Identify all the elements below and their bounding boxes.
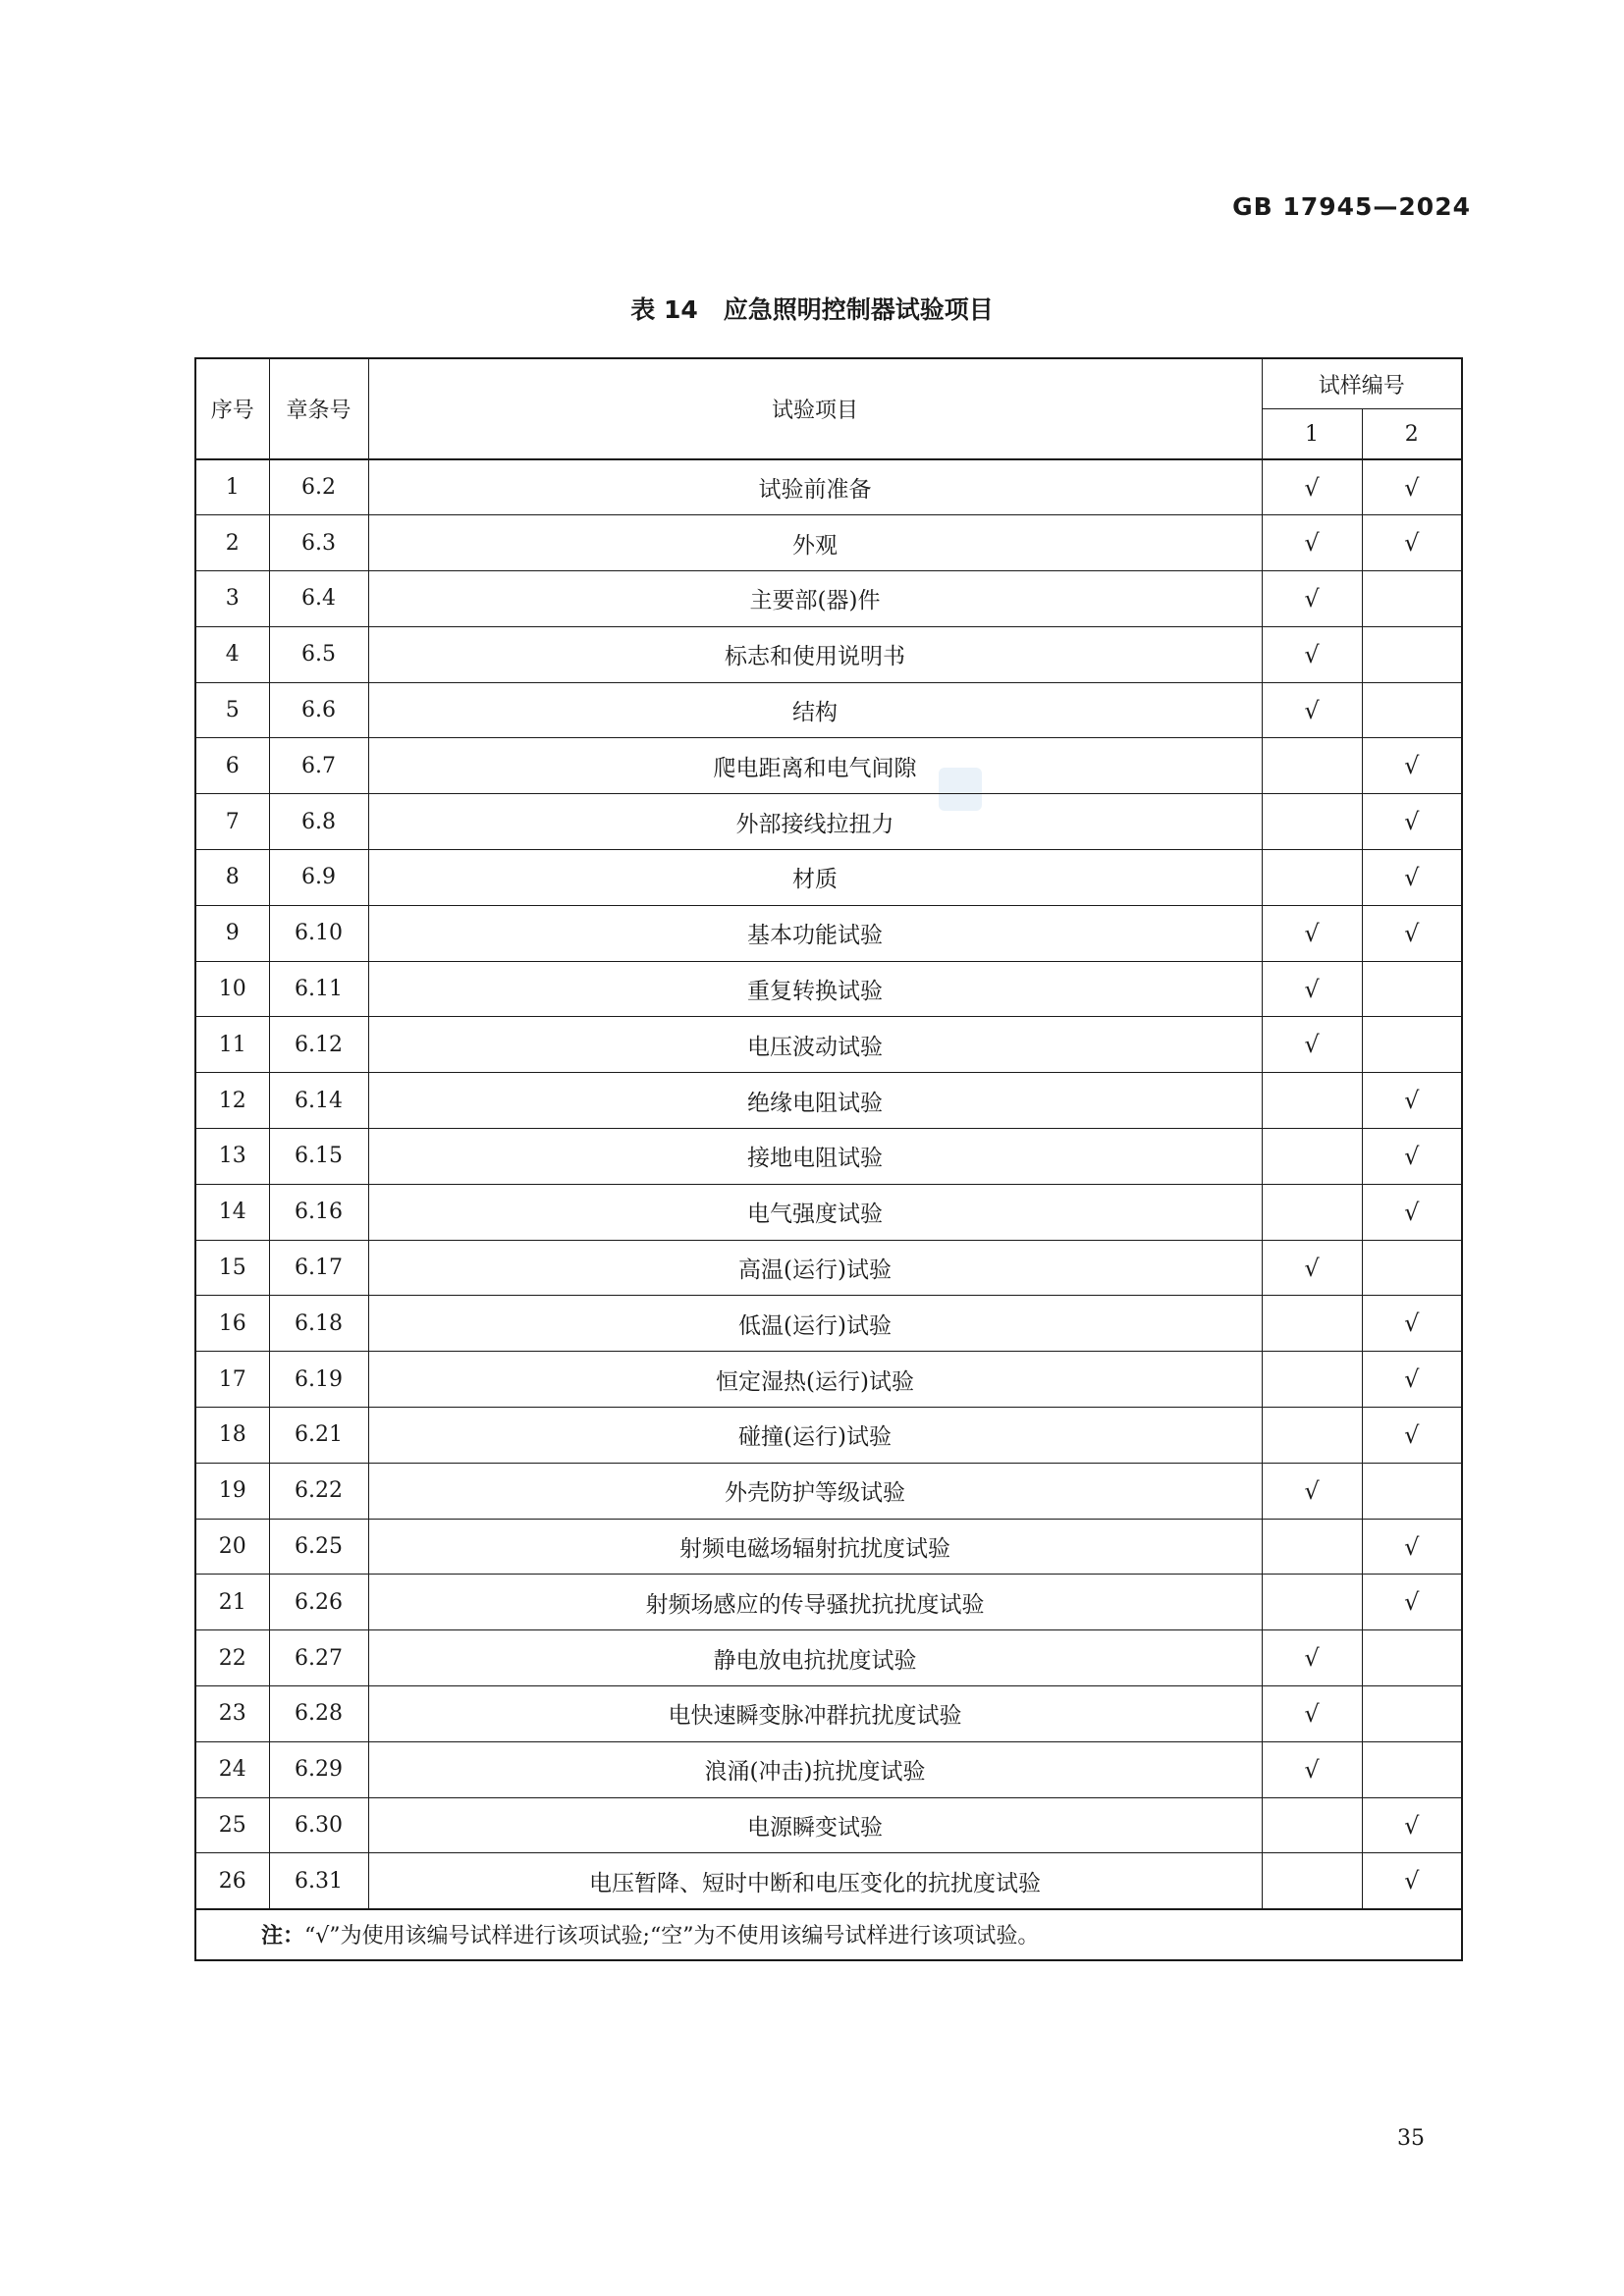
row-sample2-cell: √ — [1362, 515, 1462, 571]
row-clause-cell: 6.10 — [269, 905, 368, 961]
row-sample2-cell: √ — [1362, 1519, 1462, 1575]
row-item-cell: 标志和使用说明书 — [368, 626, 1262, 682]
row-item-cell: 电源瞬变试验 — [368, 1797, 1262, 1853]
row-seq-cell: 4 — [195, 626, 269, 682]
row-clause-cell: 6.25 — [269, 1519, 368, 1575]
row-sample1-cell — [1262, 1296, 1362, 1352]
row-item-cell: 碰撞(运行)试验 — [368, 1408, 1262, 1464]
row-seq-cell: 22 — [195, 1630, 269, 1686]
row-sample1-cell: √ — [1262, 459, 1362, 515]
row-sample1-cell: √ — [1262, 626, 1362, 682]
row-sample2-cell — [1362, 1686, 1462, 1742]
row-clause-cell: 6.4 — [269, 571, 368, 627]
row-seq-cell: 13 — [195, 1129, 269, 1185]
table-row — [195, 626, 1462, 682]
row-sample1-cell — [1262, 1853, 1362, 1909]
row-seq-cell: 14 — [195, 1184, 269, 1240]
row-sample2-cell — [1362, 961, 1462, 1017]
row-seq-cell: 3 — [195, 571, 269, 627]
header-sample: 试样编号 — [1262, 358, 1462, 409]
row-seq-cell: 12 — [195, 1073, 269, 1129]
row-seq-cell: 16 — [195, 1296, 269, 1352]
row-clause-cell: 6.19 — [269, 1352, 368, 1408]
row-seq-cell: 1 — [195, 459, 269, 515]
row-item-cell: 外壳防护等级试验 — [368, 1463, 1262, 1519]
row-item-cell: 材质 — [368, 850, 1262, 906]
row-item-cell: 电快速瞬变脉冲群抗扰度试验 — [368, 1686, 1262, 1742]
row-clause-cell: 6.6 — [269, 682, 368, 738]
row-item-cell: 基本功能试验 — [368, 905, 1262, 961]
header-item: 试验项目 — [368, 358, 1262, 459]
row-sample2-cell — [1362, 571, 1462, 627]
row-item-cell: 爬电距离和电气间隙 — [368, 738, 1262, 794]
row-seq-cell: 19 — [195, 1463, 269, 1519]
row-seq-cell: 20 — [195, 1519, 269, 1575]
row-item-cell: 射频场感应的传导骚扰抗扰度试验 — [368, 1575, 1262, 1630]
row-clause-cell: 6.21 — [269, 1408, 368, 1464]
row-sample2-cell: √ — [1362, 1408, 1462, 1464]
row-clause-cell: 6.26 — [269, 1575, 368, 1630]
table-row — [195, 1352, 1462, 1408]
row-sample2-cell — [1362, 1463, 1462, 1519]
row-seq-cell: 6 — [195, 738, 269, 794]
row-sample2-cell: √ — [1362, 1073, 1462, 1129]
table-row — [195, 459, 1462, 515]
row-item-cell: 重复转换试验 — [368, 961, 1262, 1017]
row-sample2-cell: √ — [1362, 1797, 1462, 1853]
table-caption-title: 应急照明控制器试验项目 — [723, 295, 994, 324]
row-item-cell: 接地电阻试验 — [368, 1129, 1262, 1185]
row-seq-cell: 8 — [195, 850, 269, 906]
table-row — [195, 1017, 1462, 1073]
row-sample1-cell — [1262, 1352, 1362, 1408]
header-seq: 序号 — [195, 358, 269, 459]
table-row — [195, 1630, 1462, 1686]
row-clause-cell: 6.14 — [269, 1073, 368, 1129]
row-item-cell: 静电放电抗扰度试验 — [368, 1630, 1262, 1686]
row-seq-cell: 11 — [195, 1017, 269, 1073]
row-clause-cell: 6.9 — [269, 850, 368, 906]
row-item-cell: 主要部(器)件 — [368, 571, 1262, 627]
row-item-cell: 结构 — [368, 682, 1262, 738]
row-clause-cell: 6.15 — [269, 1129, 368, 1185]
table-row — [195, 1686, 1462, 1742]
note-label: 注： — [261, 1923, 305, 1949]
row-seq-cell: 9 — [195, 905, 269, 961]
row-sample2-cell: √ — [1362, 1129, 1462, 1185]
row-sample1-cell — [1262, 1129, 1362, 1185]
row-item-cell: 电气强度试验 — [368, 1184, 1262, 1240]
row-sample2-cell: √ — [1362, 1296, 1462, 1352]
row-sample1-cell — [1262, 1408, 1362, 1464]
row-item-cell: 射频电磁场辐射抗扰度试验 — [368, 1519, 1262, 1575]
row-clause-cell: 6.5 — [269, 626, 368, 682]
row-clause-cell: 6.7 — [269, 738, 368, 794]
row-clause-cell: 6.12 — [269, 1017, 368, 1073]
table-row — [195, 682, 1462, 738]
row-sample2-cell — [1362, 1240, 1462, 1296]
row-sample1-cell — [1262, 1575, 1362, 1630]
row-seq-cell: 21 — [195, 1575, 269, 1630]
row-clause-cell: 6.27 — [269, 1630, 368, 1686]
row-sample2-cell — [1362, 626, 1462, 682]
table-row — [195, 738, 1462, 794]
row-clause-cell: 6.16 — [269, 1184, 368, 1240]
row-item-cell: 浪涌(冲击)抗扰度试验 — [368, 1741, 1262, 1797]
table-row — [195, 1797, 1462, 1853]
row-seq-cell: 15 — [195, 1240, 269, 1296]
row-clause-cell: 6.17 — [269, 1240, 368, 1296]
row-sample1-cell — [1262, 1073, 1362, 1129]
row-sample2-cell: √ — [1362, 1853, 1462, 1909]
row-seq-cell: 17 — [195, 1352, 269, 1408]
row-sample1-cell — [1262, 738, 1362, 794]
row-seq-cell: 23 — [195, 1686, 269, 1742]
row-item-cell: 恒定湿热(运行)试验 — [368, 1352, 1262, 1408]
table-row — [195, 515, 1462, 571]
row-sample2-cell: √ — [1362, 459, 1462, 515]
table-body — [195, 459, 1462, 1909]
row-sample2-cell: √ — [1362, 1352, 1462, 1408]
table-caption-number: 表 14 — [630, 295, 698, 324]
row-sample1-cell: √ — [1262, 1630, 1362, 1686]
table-row — [195, 1184, 1462, 1240]
row-clause-cell: 6.29 — [269, 1741, 368, 1797]
row-sample2-cell: √ — [1362, 738, 1462, 794]
row-sample1-cell: √ — [1262, 571, 1362, 627]
row-sample2-cell — [1362, 1741, 1462, 1797]
row-clause-cell: 6.11 — [269, 961, 368, 1017]
row-clause-cell: 6.8 — [269, 794, 368, 850]
table-row — [195, 961, 1462, 1017]
standard-number: GB 17945—2024 — [1232, 192, 1471, 221]
row-seq-cell: 2 — [195, 515, 269, 571]
row-item-cell: 高温(运行)试验 — [368, 1240, 1262, 1296]
row-sample2-cell — [1362, 682, 1462, 738]
row-item-cell: 试验前准备 — [368, 459, 1262, 515]
table-row — [195, 1296, 1462, 1352]
row-item-cell: 低温(运行)试验 — [368, 1296, 1262, 1352]
row-sample2-cell: √ — [1362, 850, 1462, 906]
table-row — [195, 1463, 1462, 1519]
table-row — [195, 850, 1462, 906]
table-caption — [0, 291, 1624, 326]
row-sample1-cell — [1262, 794, 1362, 850]
note-text: “√”为使用该编号试样进行该项试验;“空”为不使用该编号试样进行该项试验。 — [304, 1924, 1040, 1949]
row-clause-cell: 6.28 — [269, 1686, 368, 1742]
row-seq-cell: 5 — [195, 682, 269, 738]
row-sample1-cell: √ — [1262, 682, 1362, 738]
row-sample1-cell: √ — [1262, 515, 1362, 571]
test-items-table — [194, 357, 1463, 1961]
row-sample2-cell: √ — [1362, 1575, 1462, 1630]
page-number: 35 — [1397, 2126, 1425, 2151]
row-sample2-cell — [1362, 1630, 1462, 1686]
row-sample2-cell: √ — [1362, 905, 1462, 961]
table-note — [195, 1909, 1462, 1960]
row-seq-cell: 7 — [195, 794, 269, 850]
row-seq-cell: 10 — [195, 961, 269, 1017]
row-clause-cell: 6.22 — [269, 1463, 368, 1519]
table-row — [195, 905, 1462, 961]
header-sample-2: 2 — [1362, 409, 1462, 460]
row-seq-cell: 24 — [195, 1741, 269, 1797]
row-sample1-cell: √ — [1262, 1017, 1362, 1073]
row-clause-cell: 6.3 — [269, 515, 368, 571]
row-sample2-cell — [1362, 1017, 1462, 1073]
row-clause-cell: 6.2 — [269, 459, 368, 515]
table-row — [195, 1575, 1462, 1630]
row-sample1-cell: √ — [1262, 1240, 1362, 1296]
row-seq-cell: 18 — [195, 1408, 269, 1464]
row-seq-cell: 25 — [195, 1797, 269, 1853]
row-sample1-cell: √ — [1262, 1741, 1362, 1797]
row-sample1-cell — [1262, 1184, 1362, 1240]
row-item-cell: 电压暂降、短时中断和电压变化的抗扰度试验 — [368, 1853, 1262, 1909]
row-item-cell: 外观 — [368, 515, 1262, 571]
row-sample1-cell: √ — [1262, 961, 1362, 1017]
table-row — [195, 1240, 1462, 1296]
table-row — [195, 1408, 1462, 1464]
row-sample1-cell: √ — [1262, 1463, 1362, 1519]
header-clause: 章条号 — [269, 358, 368, 459]
table-row — [195, 794, 1462, 850]
row-sample2-cell: √ — [1362, 794, 1462, 850]
row-item-cell: 外部接线拉扭力 — [368, 794, 1262, 850]
row-sample1-cell: √ — [1262, 905, 1362, 961]
row-clause-cell: 6.18 — [269, 1296, 368, 1352]
row-sample1-cell: √ — [1262, 1686, 1362, 1742]
row-sample1-cell — [1262, 1797, 1362, 1853]
row-seq-cell: 26 — [195, 1853, 269, 1909]
row-item-cell: 绝缘电阻试验 — [368, 1073, 1262, 1129]
row-sample2-cell: √ — [1362, 1184, 1462, 1240]
row-clause-cell: 6.31 — [269, 1853, 368, 1909]
header-sample-1: 1 — [1262, 409, 1362, 460]
table-row — [195, 1741, 1462, 1797]
table-row — [195, 1129, 1462, 1185]
row-sample1-cell — [1262, 850, 1362, 906]
table-row — [195, 1073, 1462, 1129]
table-row — [195, 1519, 1462, 1575]
row-item-cell: 电压波动试验 — [368, 1017, 1262, 1073]
table-row — [195, 571, 1462, 627]
row-clause-cell: 6.30 — [269, 1797, 368, 1853]
table-row — [195, 1853, 1462, 1909]
row-sample1-cell — [1262, 1519, 1362, 1575]
